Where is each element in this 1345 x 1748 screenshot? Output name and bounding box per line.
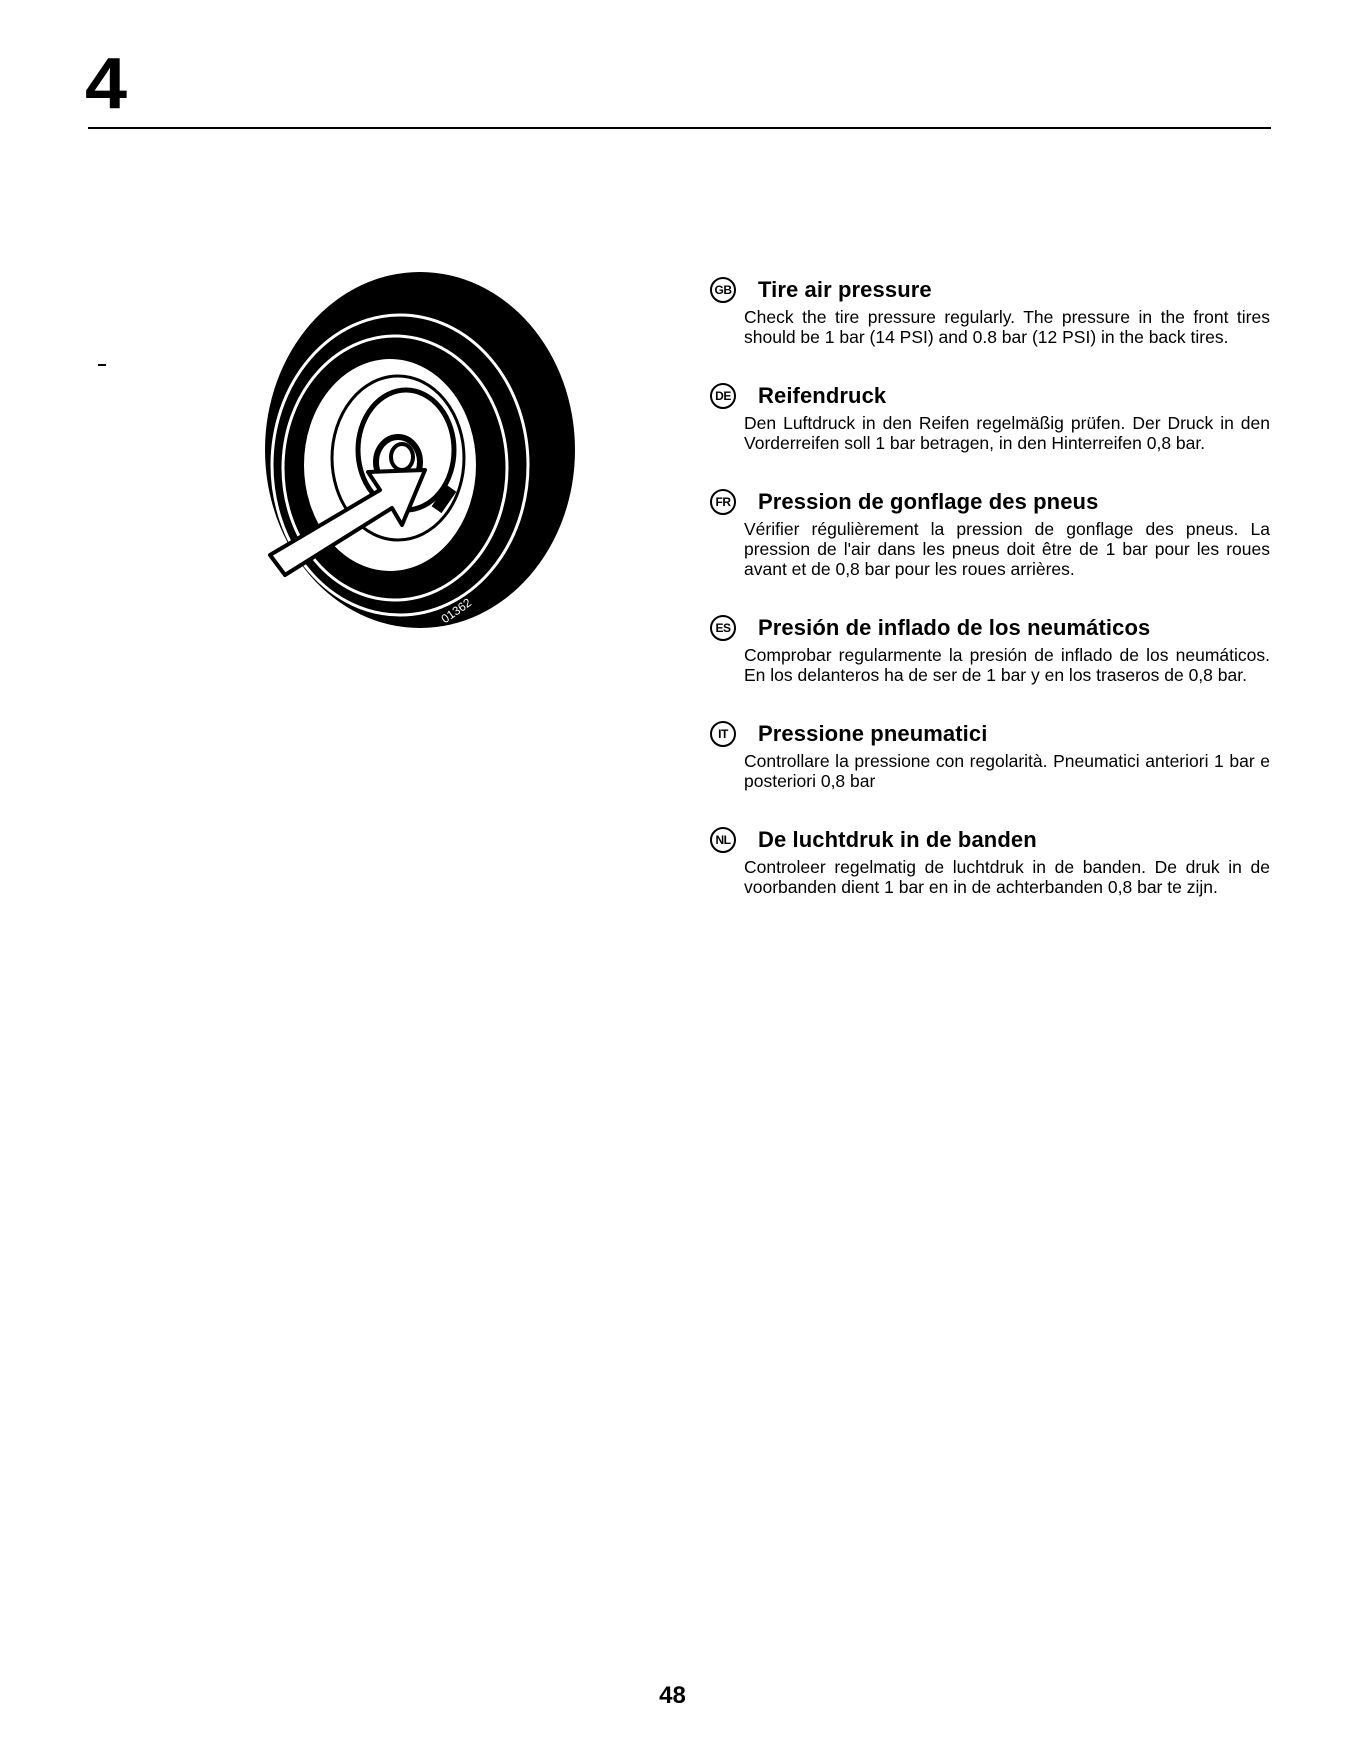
lang-badge-es: ES: [710, 615, 736, 641]
section-nl: [710, 825, 1270, 897]
lang-badge-gb: GB: [710, 277, 736, 303]
margin-dash: [98, 364, 106, 366]
header-rule: [88, 127, 1271, 129]
section-es: [710, 613, 1270, 685]
section-title: Pression de gonflage des pneus: [758, 489, 1099, 514]
section-title: Reifendruck: [758, 383, 887, 408]
section-body: Check the tire pressure regularly. The pressure in the front tires should be 1 bar (14 PSI) and 0.8 bar (12 PSI) in the back tires.: [744, 307, 1270, 347]
section-body: Controllare la pressione con regolarità. Pneumatici anteriori 1 bar e posteriori 0,8 bar: [744, 751, 1270, 791]
section-fr: [710, 487, 1270, 579]
section-body: Den Luftdruck in den Reifen regelmäßig prüfen. Der Druck in den Vorderreifen soll 1 bar betragen, in den Hinterreifen 0,8 bar.: [744, 413, 1270, 453]
part-code-label: 01362: [438, 595, 474, 627]
section-title: De luchtdruk in de banden: [758, 827, 1037, 852]
chapter-number: 4: [84, 44, 128, 124]
section-body: Controleer regelmatig de luchtdruk in de banden. De druk in de voorbanden dient 1 bar en in de achterbanden 0,8 bar te zijn.: [744, 857, 1270, 897]
section-de: [710, 381, 1270, 453]
page-number: 48: [659, 1682, 686, 1709]
tire-valve-illustration: [230, 250, 600, 650]
section-body: Comprobar regularmente la presión de inflado de los neumáticos. En los delanteros ha de ser de 1 bar y en los traseros de 0,8 bar.: [744, 645, 1270, 685]
lang-badge-fr: FR: [710, 489, 736, 515]
section-body: Vérifier régulièrement la pression de gonflage des pneus. La pression de l'air dans les pneus doit être de 1 bar pour les roues avant et de 0,8 bar pour les roues arrières.: [744, 519, 1270, 579]
section-title: Presión de inflado de los neumáticos: [758, 615, 1151, 640]
section-title: Pressione pneumatici: [758, 721, 988, 746]
section-title: Tire air pressure: [758, 277, 932, 302]
lang-badge-it: IT: [710, 721, 736, 747]
section-it: [710, 719, 1270, 791]
lang-badge-de: DE: [710, 383, 736, 409]
instruction-sections: [710, 275, 1270, 931]
lang-badge-nl: NL: [710, 827, 736, 853]
section-gb: [710, 275, 1270, 347]
